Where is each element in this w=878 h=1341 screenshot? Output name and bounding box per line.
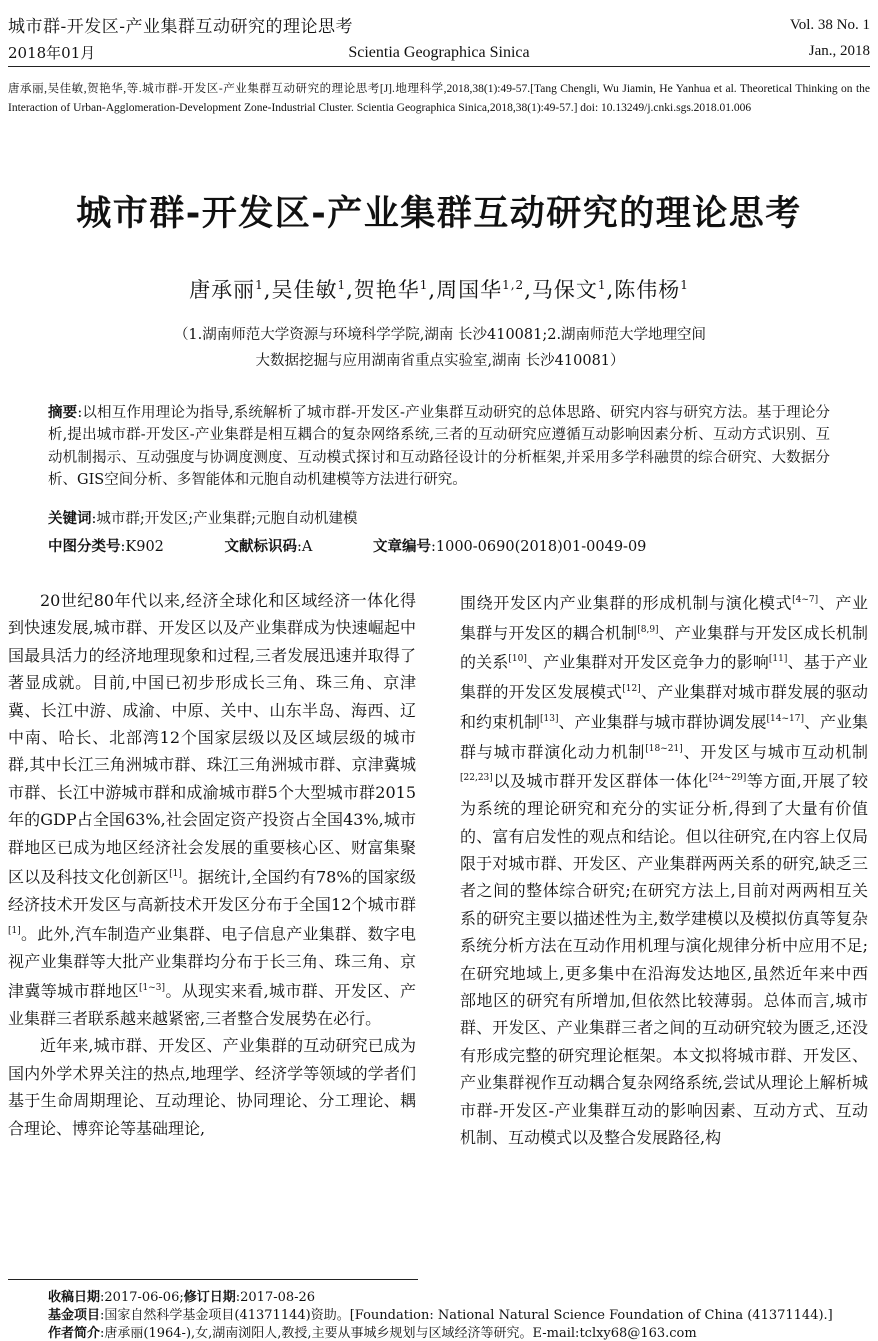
author-affiliation-mark: 1 [419,278,429,292]
author-bio-text: :唐承丽(1964-),女,湖南浏阳人,教授,主要从事城乡规划与区域经济等研究。E-mail:tclxy68@163.com [100,1326,697,1341]
author-list: 唐承丽$^1$,吴佳敏$^1$,贺艳华$^1$,周国华$^{1,2}$,马保文$^1$,陈伟杨$^1$ [189,278,689,302]
author-name: 马保文 [531,278,598,302]
author-affiliation-mark: 1 [255,278,264,292]
reference-mark: [1] [8,926,21,937]
body-paragraph: 围绕开发区内产业集群的形成机制与演化模式[4~7]、产业集群与开发区的耦合机制[8,9]、产业集群与开发区成长机制的关系[10]、产业集群对开发区竞争力的影响[11]、基于产业集群的开发区发展模式[12]、产业集群对城市群发展的驱动和约束机制[13]、产业集群与城市群协调发展[14~17]、产业集群与城市群演化动力机制[18~21]、开发区与城市互动机制[22,23]以及城市群开发区群体一体化[24~29]等方面,开展了较为系统的理论研究和充分的实证分析,得到了大量有价值的、富有启发性的观点和结论。但以往研究,在内容上仅局限于对城市群、开发区、产业集群两两关系的研究,缺乏三者之间的整体综合研究;在研究方法上,目前对两两相互关系的研究主要以描述性为主,数学建模以及模拟仿真等复杂系统分析方法在互动作用机理与演化规律分析中应用不足;在研究地域上,更多集中在沿海发达地区,虽然近年来中西部地区的研究有所增加,但依然比较薄弱。总体而言,城市群、开发区、产业集群三者之间的互动研究较为匮乏,还没有形成完整的研究理论框架。本文拟将城市群、开发区、产业集群视作互动耦合复杂网络系统,尝试从理论上解析城市群-开发区-产业集群互动的影响因素、互动方式、互动机制、互动模式以及整合发展路径,构 [460,593,868,1148]
affiliation-line: （1.湖南师范大学资源与环境科学学院,湖南 长沙410081;2.湖南师范大学地理空间 [173,327,707,343]
keywords [48,507,830,528]
affiliations [120,322,760,374]
author-name: 唐承丽 [189,278,256,302]
clc-value: :K902 [120,539,164,555]
funding-label: 基金项目 [48,1308,101,1323]
abstract [48,402,830,492]
keywords-text: :城市群;开发区;产业集群;元胞自动机建模 [91,511,358,527]
footnote-funding [48,1304,868,1323]
classification-line [48,535,830,556]
citation-block: 唐承丽,吴佳敏,贺艳华,等.城市群-开发区-产业集群互动研究的理论思考[J].地理科学,2018,38(1):49-57.[Tang Chengli, Wu Jiamin, He Yanhua et al. Theoretical Thinking on the Interaction of Urban-Agglomeration-Development Zone-Industrial Cluster. Scientia Geographica Sinica,2018,38(1):49-57.] doi: 10.13249/j.cnki.sgs.2018.01.006 [8,83,870,114]
author-name: 贺艳华 [353,278,420,302]
reference-mark: [24~29] [708,773,747,784]
author-name: 周国华 [436,278,503,302]
volume-issue: Vol. 38 No. 1 [789,17,870,33]
body-column-left [8,587,416,1142]
reference-mark: [11] [768,654,788,665]
keywords-label: 关键词 [48,511,92,527]
author-name: 吴佳敏 [271,278,338,302]
reference-mark: [4~7] [792,595,819,605]
article-number-label: 文章编号 [372,539,431,555]
author-affiliation-mark: 1 [597,278,607,292]
paper-title: 城市群-开发区-产业集群互动研究的理论思考 [76,194,802,234]
body-column-right [460,587,868,1151]
received-date: :2017-06-06; [100,1290,184,1305]
clc-label: 中图分类号 [48,539,121,555]
author-name: 陈伟杨 [614,278,681,302]
affiliation-line: 大数据挖掘与应用湖南省重点实验室,湖南 长沙410081） [255,353,625,369]
issue-date-en: Jan., 2018 [808,43,870,59]
received-label: 收稿日期 [48,1290,101,1305]
footnote-dates [48,1286,868,1305]
reference-mark: [13] [540,713,559,724]
reference-mark: [12] [622,684,641,695]
author-affiliation-mark: 1,2 [502,278,525,292]
author-affiliation-mark: 1 [337,278,347,292]
body-paragraph: 20世纪80年代以来,经济全球化和区域经济一体化得到快速发展,城市群、开发区以及产业集群成为快速崛起中国最具活力的经济地理现象和过程,三者发展迅速并取得了著显成就。目前,中国已初步形成长三角、珠三角、京津冀、长江中游、成渝、中原、关中、山东半岛、海西、辽中南、哈长、北部湾12个国家层级以及区域层级的城市群,其中长江三角洲城市群、珠江三角洲城市群、京津冀城市群、长江中游城市群和成渝城市群5个大型城市群2015年的GDP占全国63%,社会固定资产投资占全国43%,城市群地区已成为地区经济社会发展的重要核心区、财富集聚区以及科技文化创新区[1]。据统计,全国约有78%的国家级经济技术开发区与高新技术开发区分布于全国12个城市群[1]。此外,汽车制造产业集群、电子信息产业集群、数字电视产业集群等大批产业集群均分布于长三角、珠三角、京津冀等城市群地区[1~3]。从现实来看,城市群、开发区、产业集群三者联系越来越紧密,三者整合发展势在必行。 [8,591,416,1029]
reference-mark: [1] [169,869,182,880]
document-code-label: 文献标识码 [224,539,298,555]
funding-text: :国家自然科学基金项目(41371144)资助。[Foundation: National Natural Science Foundation of China (41371144).] [100,1308,833,1323]
header-rule [8,66,870,67]
revised-date: :2017-08-26 [235,1290,316,1305]
footnote-author-bio [48,1322,868,1341]
author-bio-label: 作者简介 [48,1326,101,1341]
issue-date-cn: 2018年01月 [8,44,96,62]
document-code-value: :A [297,539,313,555]
body-paragraph: 近年来,城市群、开发区、产业集群的互动研究已成为国内外学术界关注的热点,地理学、经济学等领域的学者们基于生命周期理论、互动理论、协同理论、分工理论、耦合理论、博弈论等基础理论, [8,1036,416,1138]
reference-mark: [8,9] [637,624,659,635]
journal-name: Scientia Geographica Sinica [348,44,530,61]
footnote-rule [8,1279,418,1280]
abstract-text: :以相互作用理论为指导,系统解析了城市群-开发区-产业集群互动研究的总体思路、研究内容与研究方法。基于理论分析,提出城市群-开发区-产业集群是相互耦合的复杂网络系统,三者的互动研究应遵循互动影响因素分析、互动方式识别、互动机制揭示、互动强度与协调度测度、互动模式探讨和互动路径设计的分析框架,并采用多学科融贯的综合研究、大数据分析、GIS空间分析、多智能体和元胞自动机建模等方法进行研究。 [48,405,831,489]
article-number-value: :1000-0690(2018)01-0049-09 [430,539,647,555]
reference-mark: [14~17] [766,713,804,724]
abstract-label: 摘要 [48,405,78,421]
revised-label: 修订日期 [183,1290,236,1305]
author-affiliation-mark: 1 [680,278,689,292]
reference-mark: [10] [508,654,527,665]
running-title: 城市群-开发区-产业集群互动研究的理论思考 [8,17,353,37]
reference-mark: [22,23] [460,773,493,784]
reference-mark: [1~3] [138,983,165,994]
reference-mark: [18~21] [645,743,683,754]
